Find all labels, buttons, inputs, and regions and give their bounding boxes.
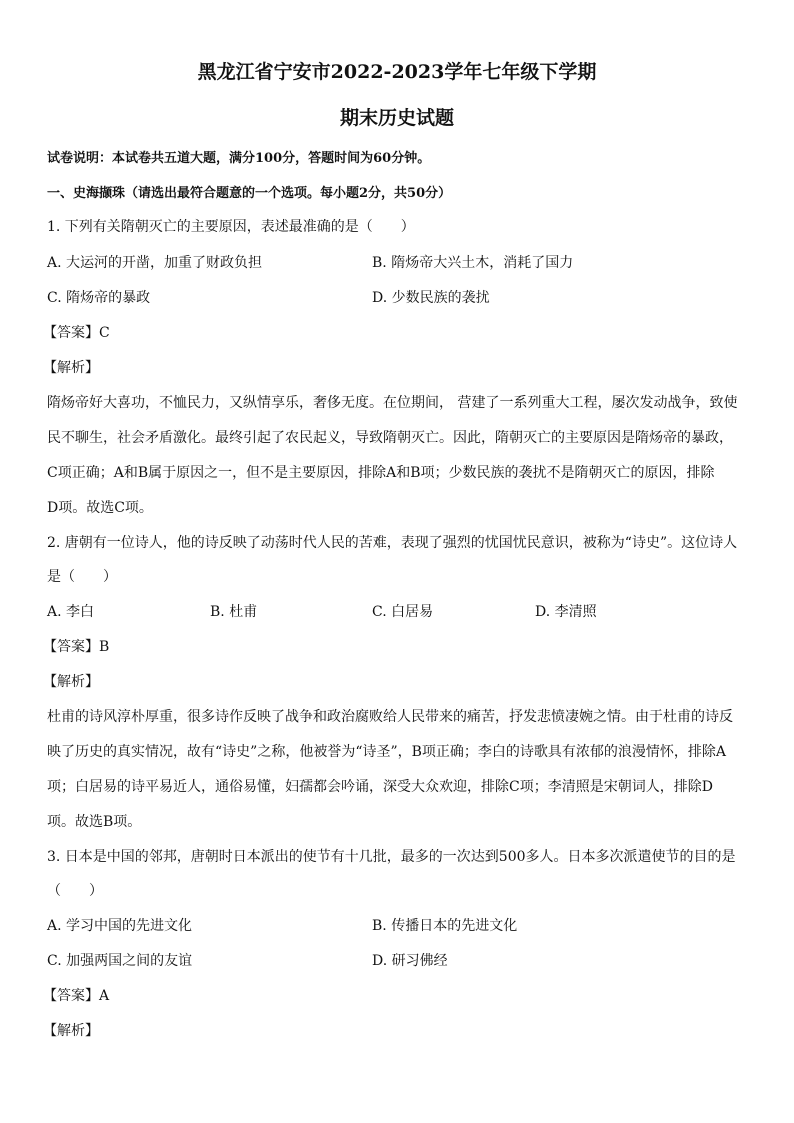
question-2-analysis-line: 映了历史的真实情况，故有“诗史”之称，他被誉为“诗圣”，B项正确；李白的诗歌具有浓郁的浪漫情怀，排除A [47,744,727,760]
question-3-answer: 【答案】A [43,988,110,1004]
question-2-analysis-line: 项。故选B项。 [47,814,142,830]
question-1-answer: 【答案】C [43,325,110,341]
question-3-option-c: C. 加强两国之间的友谊 [47,953,193,969]
question-1-option-b: B. 隋炀帝大兴土木，消耗了国力 [372,255,574,271]
question-2-analysis-label: 【解析】 [43,674,99,690]
section1-heading: 一、史海撷珠（请选出最符合题意的一个选项。每小题2分，共50分） [47,186,452,201]
question-1-option-d: D. 少数民族的袭扰 [372,290,490,306]
document-title-line1: 黑龙江省宁安市2022-2023学年七年级下学期 [197,61,597,83]
question-1-analysis-label: 【解析】 [43,360,99,376]
exam-instructions: 试卷说明：本试卷共五道大题，满分100分，答题时间为60分钟。 [47,151,431,166]
question-2-analysis-line: 杜甫的诗风淳朴厚重，很多诗作反映了战争和政治腐败给人民带来的痛苦，抒发悲愤凄婉之情。由于杜甫的诗反 [47,709,733,725]
question-1-analysis-line: 民不聊生，社会矛盾激化。最终引起了农民起义，导致隋朝灭亡。因此，隋朝灭亡的主要原因是隋炀帝的暴政， [47,430,733,446]
question-1-analysis-line: D项。故选C项。 [47,500,153,516]
question-3-option-a: A. 学习中国的先进文化 [47,918,193,934]
question-1-analysis-line: 隋炀帝好大喜功，不恤民力，又纵情享乐，奢侈无度。在位期间， 营建了一系列重大工程，屡次发动战争，致使 [47,395,738,411]
question-2-option-b: B. 杜甫 [210,604,258,620]
question-2-analysis-line: 项；白居易的诗平易近人，通俗易懂，妇孺都会吟诵，深受大众欢迎，排除C项；李清照是宋朝词人，排除D [47,779,713,795]
question-1-option-c: C. 隋炀帝的暴政 [47,290,151,306]
document-title-line2: 期末历史试题 [339,107,454,129]
question-1-analysis-line: C项正确；A和B属于原因之一，但不是主要原因，排除A和B项；少数民族的袭扰不是隋朝灭亡的原因，排除 [47,465,715,481]
question-2-option-a: A. 李白 [47,604,95,620]
question-3-stem: 3. 日本是中国的邻邦，唐朝时日本派出的使节有十几批，最多的一次达到500多人。日本多次派遣使节的目的是 [47,849,736,865]
question-2-answer: 【答案】B [43,639,110,655]
question-2-stem: 是（ ） [47,569,117,585]
question-3-option-b: B. 传播日本的先进文化 [372,918,518,934]
question-1-option-a: A. 大运河的开凿，加重了财政负担 [47,255,263,271]
question-2-stem: 2. 唐朝有一位诗人，他的诗反映了动荡时代人民的苦难，表现了强烈的忧国忧民意识，被称为“诗史”。这位诗人 [47,535,738,551]
question-2-option-c: C. 白居易 [372,604,434,620]
question-3-analysis-label: 【解析】 [43,1023,99,1039]
question-1-stem: 1. 下列有关隋朝灭亡的主要原因，表述最准确的是（ ） [47,219,415,235]
question-3-stem: （ ） [47,883,103,899]
question-3-option-d: D. 研习佛经 [372,953,448,969]
question-2-option-d: D. 李清照 [535,604,597,620]
